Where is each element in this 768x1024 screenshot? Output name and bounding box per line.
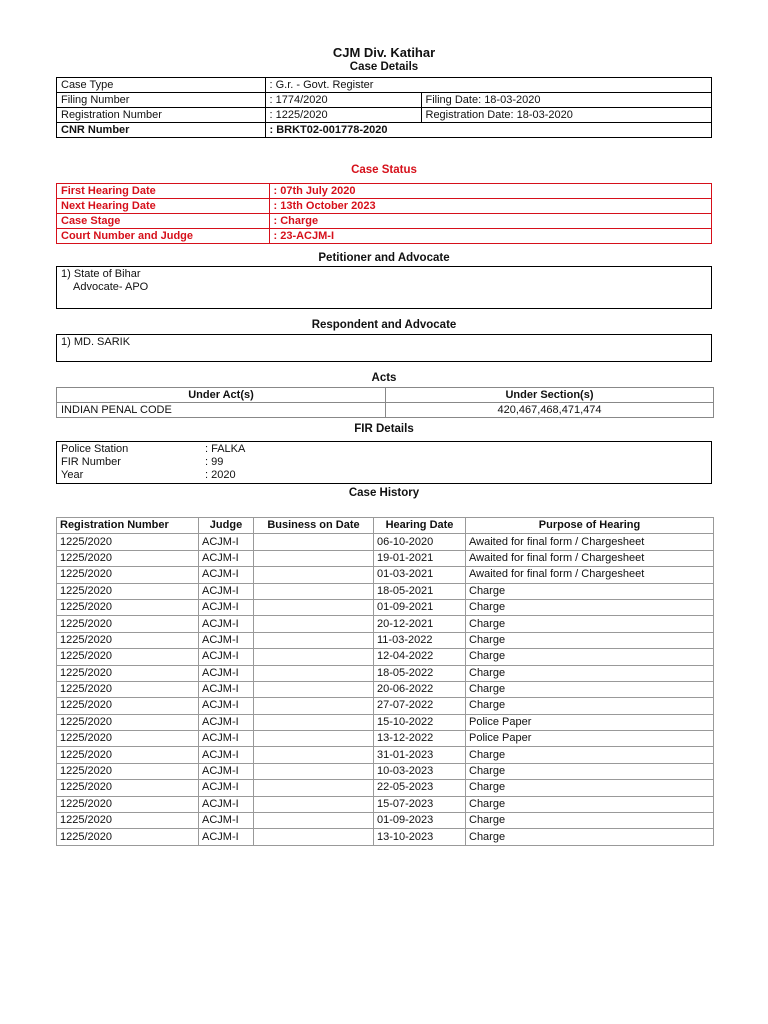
purpose-cell: Charge bbox=[466, 599, 714, 615]
table-row bbox=[57, 469, 711, 482]
table-row bbox=[57, 665, 714, 681]
table-row bbox=[57, 796, 714, 812]
registration-number-cell: 1225/2020 bbox=[57, 763, 199, 779]
judge-cell: ACJM-I bbox=[199, 731, 254, 747]
hearing-date-cell: 20-12-2021 bbox=[374, 616, 466, 632]
col-registration-number: Registration Number bbox=[57, 518, 199, 534]
business-on-date-cell bbox=[254, 550, 374, 566]
acts-col-act: Under Act(s) bbox=[57, 388, 386, 403]
registration-number-cell: 1225/2020 bbox=[57, 731, 199, 747]
hearing-date-cell: 01-09-2023 bbox=[374, 813, 466, 829]
case-stage-label: Case Stage bbox=[57, 214, 269, 229]
table-row bbox=[57, 403, 714, 418]
business-on-date-cell bbox=[254, 731, 374, 747]
table-header-row bbox=[57, 518, 714, 534]
fir-number-value: : 99 bbox=[205, 456, 224, 468]
registration-number-cell: 1225/2020 bbox=[57, 813, 199, 829]
act-name: INDIAN PENAL CODE bbox=[57, 403, 386, 418]
petitioner-advocate: Advocate- APO bbox=[73, 281, 149, 293]
registration-number-cell: 1225/2020 bbox=[57, 829, 199, 845]
table-row bbox=[57, 731, 714, 747]
business-on-date-cell bbox=[254, 681, 374, 697]
registration-number-cell: 1225/2020 bbox=[57, 616, 199, 632]
judge-cell: ACJM-I bbox=[199, 763, 254, 779]
business-on-date-cell bbox=[254, 698, 374, 714]
hearing-date-cell: 13-12-2022 bbox=[374, 731, 466, 747]
fir-box bbox=[56, 441, 712, 484]
hearing-date-cell: 12-04-2022 bbox=[374, 649, 466, 665]
purpose-cell: Charge bbox=[466, 813, 714, 829]
judge-cell: ACJM-I bbox=[199, 714, 254, 730]
purpose-cell: Charge bbox=[466, 681, 714, 697]
table-row bbox=[57, 763, 714, 779]
purpose-cell: Police Paper bbox=[466, 731, 714, 747]
judge-cell: ACJM-I bbox=[199, 616, 254, 632]
act-sections: 420,467,468,471,474 bbox=[386, 403, 714, 418]
table-row bbox=[57, 78, 711, 93]
case-status-heading: Case Status bbox=[351, 164, 417, 176]
registration-number-cell: 1225/2020 bbox=[57, 796, 199, 812]
police-station-value: : FALKA bbox=[205, 443, 246, 455]
case-type-value: : G.r. - Govt. Register bbox=[265, 78, 711, 93]
cnr-value: : BRKT02-001778-2020 bbox=[265, 123, 711, 138]
case-details-table bbox=[56, 77, 712, 138]
registration-number-cell: 1225/2020 bbox=[57, 583, 199, 599]
table-row bbox=[57, 388, 714, 403]
acts-col-section: Under Section(s) bbox=[386, 388, 714, 403]
fir-heading: FIR Details bbox=[354, 423, 414, 435]
fir-number-label: FIR Number bbox=[61, 456, 121, 468]
table-row bbox=[57, 747, 714, 763]
court-judge-value: : 23-ACJM-I bbox=[269, 229, 711, 244]
petitioner-box bbox=[56, 266, 712, 309]
table-row bbox=[57, 456, 711, 469]
registration-number-cell: 1225/2020 bbox=[57, 550, 199, 566]
petitioner-name: 1) State of Bihar bbox=[61, 268, 141, 280]
registration-number-cell: 1225/2020 bbox=[57, 567, 199, 583]
business-on-date-cell bbox=[254, 665, 374, 681]
acts-heading: Acts bbox=[371, 372, 397, 384]
table-row bbox=[57, 93, 711, 108]
purpose-cell: Charge bbox=[466, 796, 714, 812]
table-row bbox=[57, 199, 711, 214]
business-on-date-cell bbox=[254, 534, 374, 550]
table-row bbox=[57, 681, 714, 697]
purpose-cell: Police Paper bbox=[466, 714, 714, 730]
case-history-body bbox=[57, 534, 714, 845]
purpose-cell: Charge bbox=[466, 649, 714, 665]
table-row bbox=[57, 214, 711, 229]
table-row bbox=[57, 534, 714, 550]
registration-number-cell: 1225/2020 bbox=[57, 649, 199, 665]
table-row bbox=[57, 184, 711, 199]
registration-number-value: : 1225/2020 bbox=[265, 108, 421, 123]
hearing-date-cell: 06-10-2020 bbox=[374, 534, 466, 550]
table-row bbox=[57, 583, 714, 599]
registration-number-cell: 1225/2020 bbox=[57, 714, 199, 730]
table-row bbox=[57, 698, 714, 714]
filing-number-label: Filing Number bbox=[57, 93, 265, 108]
respondent-heading: Respondent and Advocate bbox=[311, 319, 457, 331]
purpose-cell: Charge bbox=[466, 665, 714, 681]
registration-number-cell: 1225/2020 bbox=[57, 698, 199, 714]
case-history-heading: Case History bbox=[348, 487, 420, 499]
next-hearing-label: Next Hearing Date bbox=[57, 199, 269, 214]
hearing-date-cell: 22-05-2023 bbox=[374, 780, 466, 796]
registration-date: Registration Date: 18-03-2020 bbox=[421, 108, 711, 123]
purpose-cell: Charge bbox=[466, 747, 714, 763]
business-on-date-cell bbox=[254, 747, 374, 763]
year-value: : 2020 bbox=[205, 469, 236, 481]
table-row bbox=[57, 649, 714, 665]
hearing-date-cell: 20-06-2022 bbox=[374, 681, 466, 697]
respondent-name: 1) MD. SARIK bbox=[61, 336, 131, 348]
purpose-cell: Awaited for final form / Chargesheet bbox=[466, 534, 714, 550]
business-on-date-cell bbox=[254, 813, 374, 829]
table-row bbox=[57, 714, 714, 730]
cnr-label: CNR Number bbox=[57, 123, 265, 138]
judge-cell: ACJM-I bbox=[199, 649, 254, 665]
purpose-cell: Charge bbox=[466, 829, 714, 845]
business-on-date-cell bbox=[254, 780, 374, 796]
judge-cell: ACJM-I bbox=[199, 747, 254, 763]
judge-cell: ACJM-I bbox=[199, 632, 254, 648]
registration-number-cell: 1225/2020 bbox=[57, 599, 199, 615]
business-on-date-cell bbox=[254, 796, 374, 812]
hearing-date-cell: 01-09-2021 bbox=[374, 599, 466, 615]
table-row bbox=[57, 108, 711, 123]
business-on-date-cell bbox=[254, 829, 374, 845]
col-hearing-date: Hearing Date bbox=[374, 518, 466, 534]
table-row bbox=[57, 123, 711, 138]
case-stage-value: : Charge bbox=[269, 214, 711, 229]
filing-date: Filing Date: 18-03-2020 bbox=[421, 93, 711, 108]
table-row bbox=[57, 780, 714, 796]
judge-cell: ACJM-I bbox=[199, 550, 254, 566]
registration-number-cell: 1225/2020 bbox=[57, 665, 199, 681]
hearing-date-cell: 15-10-2022 bbox=[374, 714, 466, 730]
case-details-heading: Case Details bbox=[349, 61, 419, 73]
purpose-cell: Charge bbox=[466, 632, 714, 648]
business-on-date-cell bbox=[254, 583, 374, 599]
registration-number-cell: 1225/2020 bbox=[57, 681, 199, 697]
purpose-cell: Awaited for final form / Chargesheet bbox=[466, 567, 714, 583]
first-hearing-value: : 07th July 2020 bbox=[269, 184, 711, 199]
hearing-date-cell: 19-01-2021 bbox=[374, 550, 466, 566]
purpose-cell: Awaited for final form / Chargesheet bbox=[466, 550, 714, 566]
first-hearing-label: First Hearing Date bbox=[57, 184, 269, 199]
business-on-date-cell bbox=[254, 632, 374, 648]
business-on-date-cell bbox=[254, 714, 374, 730]
purpose-cell: Charge bbox=[466, 780, 714, 796]
hearing-date-cell: 31-01-2023 bbox=[374, 747, 466, 763]
business-on-date-cell bbox=[254, 567, 374, 583]
hearing-date-cell: 27-07-2022 bbox=[374, 698, 466, 714]
table-row bbox=[57, 567, 714, 583]
hearing-date-cell: 18-05-2022 bbox=[374, 665, 466, 681]
col-business-on-date: Business on Date bbox=[254, 518, 374, 534]
purpose-cell: Charge bbox=[466, 698, 714, 714]
case-status-table bbox=[56, 183, 712, 244]
court-title: CJM Div. Katihar bbox=[332, 45, 436, 60]
table-row bbox=[57, 632, 714, 648]
hearing-date-cell: 18-05-2021 bbox=[374, 583, 466, 599]
case-type-label: Case Type bbox=[57, 78, 265, 93]
year-label: Year bbox=[61, 469, 84, 481]
judge-cell: ACJM-I bbox=[199, 829, 254, 845]
police-station-label: Police Station bbox=[61, 443, 129, 455]
judge-cell: ACJM-I bbox=[199, 780, 254, 796]
respondent-box bbox=[56, 334, 712, 362]
hearing-date-cell: 13-10-2023 bbox=[374, 829, 466, 845]
business-on-date-cell bbox=[254, 649, 374, 665]
registration-number-cell: 1225/2020 bbox=[57, 780, 199, 796]
judge-cell: ACJM-I bbox=[199, 567, 254, 583]
registration-number-label: Registration Number bbox=[57, 108, 265, 123]
business-on-date-cell bbox=[254, 616, 374, 632]
table-row bbox=[57, 616, 714, 632]
judge-cell: ACJM-I bbox=[199, 796, 254, 812]
table-row bbox=[57, 813, 714, 829]
table-row bbox=[57, 599, 714, 615]
next-hearing-value: : 13th October 2023 bbox=[269, 199, 711, 214]
petitioner-heading: Petitioner and Advocate bbox=[318, 252, 450, 264]
table-row bbox=[57, 229, 711, 244]
judge-cell: ACJM-I bbox=[199, 698, 254, 714]
table-row bbox=[57, 443, 711, 456]
hearing-date-cell: 15-07-2023 bbox=[374, 796, 466, 812]
judge-cell: ACJM-I bbox=[199, 583, 254, 599]
hearing-date-cell: 10-03-2023 bbox=[374, 763, 466, 779]
purpose-cell: Charge bbox=[466, 616, 714, 632]
judge-cell: ACJM-I bbox=[199, 599, 254, 615]
judge-cell: ACJM-I bbox=[199, 813, 254, 829]
business-on-date-cell bbox=[254, 763, 374, 779]
purpose-cell: Charge bbox=[466, 583, 714, 599]
business-on-date-cell bbox=[254, 599, 374, 615]
purpose-cell: Charge bbox=[466, 763, 714, 779]
judge-cell: ACJM-I bbox=[199, 681, 254, 697]
judge-cell: ACJM-I bbox=[199, 665, 254, 681]
hearing-date-cell: 11-03-2022 bbox=[374, 632, 466, 648]
registration-number-cell: 1225/2020 bbox=[57, 747, 199, 763]
hearing-date-cell: 01-03-2021 bbox=[374, 567, 466, 583]
case-history-table bbox=[56, 517, 714, 846]
col-purpose-of-hearing: Purpose of Hearing bbox=[466, 518, 714, 534]
court-judge-label: Court Number and Judge bbox=[57, 229, 269, 244]
col-judge: Judge bbox=[199, 518, 254, 534]
registration-number-cell: 1225/2020 bbox=[57, 534, 199, 550]
table-row bbox=[57, 829, 714, 845]
table-row bbox=[57, 550, 714, 566]
filing-number-value: : 1774/2020 bbox=[265, 93, 421, 108]
acts-table bbox=[56, 387, 714, 418]
registration-number-cell: 1225/2020 bbox=[57, 632, 199, 648]
judge-cell: ACJM-I bbox=[199, 534, 254, 550]
